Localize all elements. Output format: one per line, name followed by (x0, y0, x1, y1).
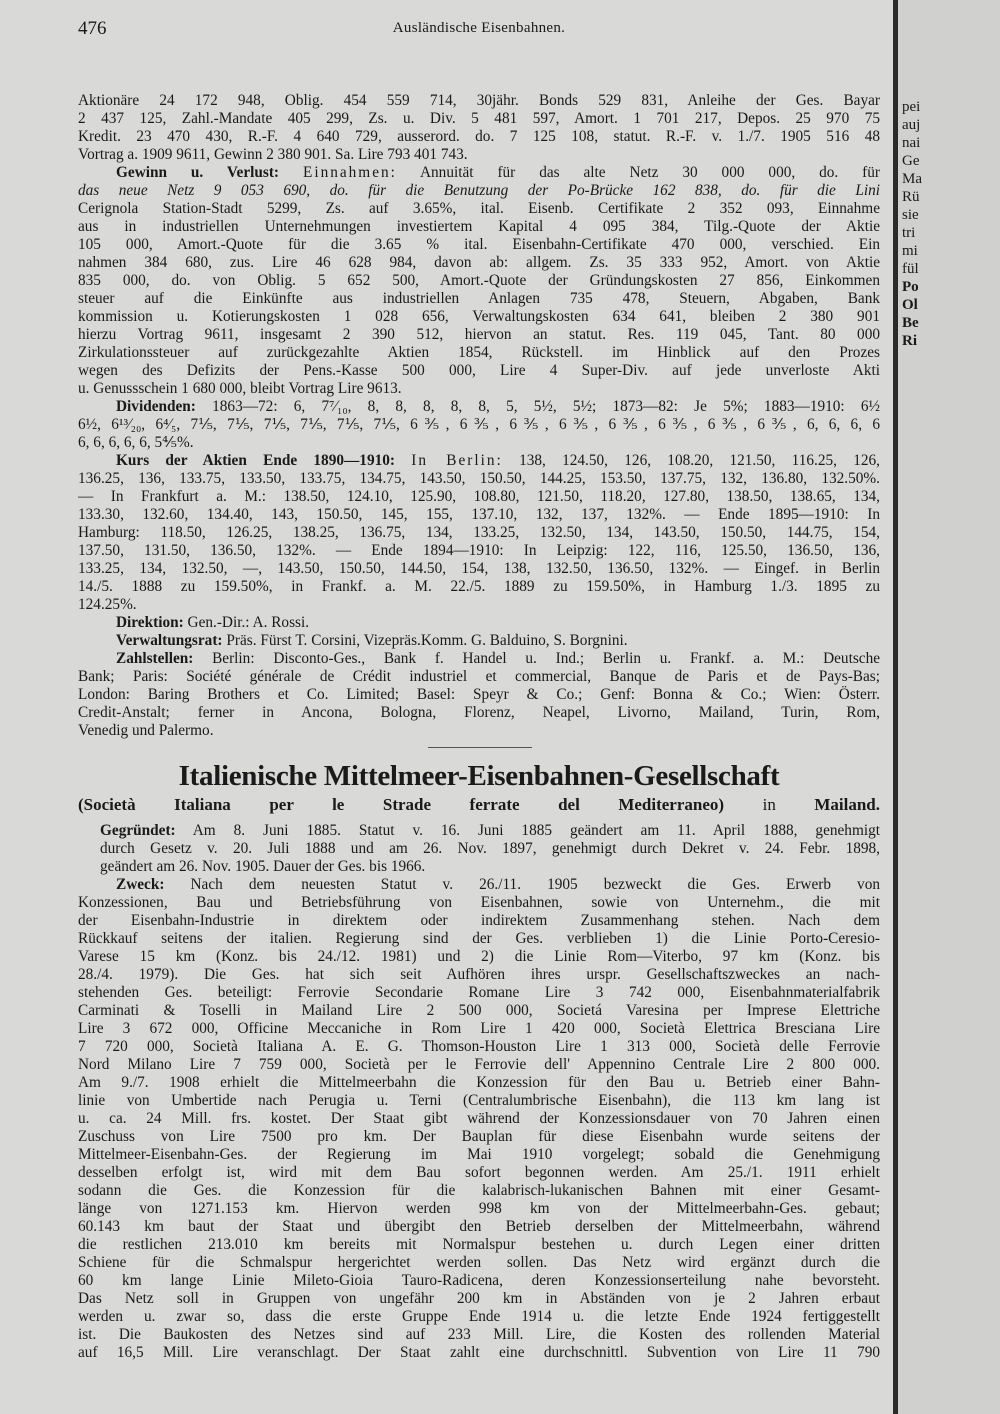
line-text: 133.25, 134, 132.50, —, 143.50, 150.50, 144.50, 154, 138, 132.50, 136.50, 132%. — Eingef. in Berlin (78, 560, 880, 577)
text-line (78, 876, 880, 894)
line-text: 136.25, 136, 133.75, 133.50, 133.75, 134.75, 143.50, 150.50, 144.25, 153.50, 137.75, 132, 136.80, 132.50%. (78, 470, 880, 487)
line-text: Präs. Fürst T. Corsini, Vizepräs.Komm. G. Balduino, S. Borgnini. (226, 632, 628, 649)
line-text: das neue Netz 9 053 690, do. für die Benutzung der Po-Brücke 162 838, do. für die Lini (78, 182, 880, 199)
neighbor-page-fragment: Ol (902, 297, 918, 313)
line-text: Am 8. Juni 1885. Statut v. 16. Juni 1885 geändert am 11. April 1888, genehmigt (192, 822, 880, 839)
line-text: 14./5. 1888 zu 159.50%, in Frankf. a. M. 22./5. 1889 zu 159.50%, in Hamburg 1./3. 1895 zu (78, 578, 880, 595)
line-text: der Eisenbahn-Industrie in direktem oder indirektem Zusammenhang stehen. Nach dem (78, 912, 880, 929)
spaced-subheading: Einnahmen: (302, 164, 397, 181)
company-subtitle (78, 795, 880, 815)
line-text: länge von 1271.153 km. Hiervon werden 998 km von der Mittelmeerbahn-Ges. gebaut; (78, 1200, 880, 1217)
company-section (78, 822, 880, 1362)
text-line (78, 1146, 880, 1164)
line-text: 835 000, do. von Oblig. 5 652 500, Amort.-Quote der Gründungskosten 27 856, Einkommen (78, 272, 880, 289)
line-text: hierzu Vortrag 9611, insgesamt 2 390 512, hiervon an statut. Res. 119 045, Tant. 80 000 (78, 326, 880, 343)
neighbor-page-fragment: auj (902, 117, 921, 133)
text-line (78, 686, 880, 704)
spaced-subheading: In Berlin: (411, 452, 503, 469)
line-text: Rückkauf seitens der italien. Regierung sind der Ges. verblieben 1) die Linie Porto-Ceresio- (78, 930, 880, 947)
text-line (78, 1164, 880, 1182)
text-line (78, 1128, 880, 1146)
line-text: Credit-Anstalt; ferner in Ancona, Bologna, Florenz, Neapel, Livorno, Mailand, Turin, Rom, (78, 704, 880, 721)
line-text: 28./4. 1979). Die Ges. hat sich seit Aufhören ihres urspr. Gesellschaftszweckes an nach- (78, 966, 880, 983)
text-line (78, 930, 880, 948)
text-line (78, 254, 880, 272)
line-text: Varese 15 km (Konz. bis 24./12. 1981) und 2) die Linie Rom—Viterbo, 97 km (Konz. bis (78, 948, 880, 965)
line-text: 124.25%. (78, 596, 137, 613)
text-line (78, 912, 880, 930)
neighbor-page-fragment: mi (902, 243, 918, 259)
running-title: Ausländische Eisenbahnen. (392, 20, 566, 36)
text-line (78, 1002, 880, 1020)
text-line (78, 200, 880, 218)
line-text: linie von Umbertide nach Perugia u. Terni (Centralumbrische Eisenbahn), die 113 km lang ist (78, 1092, 880, 1109)
page-header (78, 18, 880, 42)
neighbor-page-fragment: Ge (902, 153, 920, 169)
text-line (78, 578, 880, 596)
line-text: steuer auf die Einkünfte aus industriellen Anlagen 735 478, Steuern, Abgaben, Bank (78, 290, 880, 307)
line-text: ist. Die Baukosten des Netzes sind auf 233 Mill. Lire, die Kosten des rollenden Material (78, 1326, 880, 1343)
line-text: 60 km lange Linie Mileto-Gioia Tauro-Radicena, deren Konzessionserteilung nahe bevorsteht. (78, 1272, 880, 1289)
entry-label: Gewinn u. Verlust: (116, 164, 280, 181)
text-line (78, 362, 880, 380)
text-line (78, 470, 880, 488)
entry-label: Zweck: (116, 876, 165, 893)
line-text: Annuität für das alte Netz 30 000 000, do. für (419, 164, 880, 181)
text-line (78, 380, 880, 398)
line-text: Nord Milano Lire 7 759 000, Società per le Ferrovie dell' Appennino Centrale Lire 2 800 000. (78, 1056, 880, 1073)
text-line (78, 272, 880, 290)
text-line (78, 1254, 880, 1272)
text-line (78, 416, 880, 434)
neighbor-page-fragment: pei (902, 99, 921, 115)
text-line (78, 434, 880, 452)
entry-label: Direktion: (116, 614, 184, 631)
neighbor-page-fragment: Po (902, 279, 919, 295)
line-text: Hamburg: 118.50, 126.25, 138.25, 136.75, 134, 133.25, 132.50, 134, 143.50, 150.50, 144.75, 154, (78, 524, 880, 541)
line-text: sodann die Ges. die Konzession für die kalabrisch-lukanischen Bahnen mit einer Gesamt- (78, 1182, 880, 1199)
text-line (78, 182, 880, 200)
text-line (78, 722, 880, 740)
text-line (78, 858, 880, 876)
line-text: 7 720 000, Società Italiana A. E. G. Thomson-Houston Lire 1 313 000, Società delle Ferrovie (78, 1038, 880, 1055)
entry-label: Gegründet: (100, 822, 176, 839)
company-title: Italienische Mittelmeer-Eisenbahnen-Gesellschaft (178, 760, 780, 792)
line-text: Cerignola Station-Stadt 5299, Zs. auf 3.65%, ital. Eisenb. Certifikate 2 352 093, Einnahme (78, 200, 880, 217)
neighbor-page-fragment: nai (902, 135, 921, 151)
text-line (78, 1110, 880, 1128)
text-line (78, 704, 880, 722)
line-text: u. ca. 24 Mill. frs. kostet. Der Staat gibt während der Konzessionsdauer von 70 Jahren einen (78, 1110, 880, 1127)
line-text: aus in industriellen Unternehmungen investiertem Kapital 4 095 384, Tilg.-Quote der Aktie (78, 218, 880, 235)
text-line (78, 128, 880, 146)
line-text: 6½, 6¹³⁄₂₀, 6⁴⁄₅, 7⅕, 7⅕, 7⅕, 7⅕, 7⅕, 7⅕, 6⅗, 6⅗, 6⅗, 6⅗, 6⅗, 6⅗, 6⅗, 6⅗, 6, 6, 6, 6 (78, 416, 880, 433)
neighbor-page-fragment: sie (902, 207, 919, 223)
line-text: Venedig und Palermo. (78, 722, 214, 739)
text-line (78, 650, 880, 668)
previous-company-section (78, 92, 880, 740)
line-text: 138, 124.50, 126, 108.20, 121.50, 116.25, 126, (519, 452, 880, 469)
text-line (78, 1182, 880, 1200)
neighbor-page-fragment: tri (902, 225, 916, 241)
text-line (78, 668, 880, 686)
line-text: stehenden Ges. beteiligt: Ferrovie Secondarie Romane Lire 3 742 000, Eisenbahnmaterialfabrik (78, 984, 880, 1001)
company-italian-name: (Società Italiana per le Strade ferrate del Mediterraneo) (78, 795, 725, 814)
text-line (78, 1038, 880, 1056)
text-line (78, 966, 880, 984)
text-line (78, 452, 880, 470)
line-text: durch Gesetz v. 20. Juli 1888 und am 26. Nov. 1897, genehmigt durch Dekret v. 24. Febr. 1898, (100, 840, 880, 857)
text-line (78, 110, 880, 128)
text-line (78, 524, 880, 542)
line-text: u. Genussschein 1 680 000, bleibt Vortrag Lire 9613. (78, 380, 402, 397)
line-text: 133.30, 132.60, 134.40, 143, 150.50, 145, 155, 137.10, 132, 137, 132%. — Ende 1895—1910: In (78, 506, 880, 523)
neighbor-page-edge (898, 0, 1000, 1414)
text-line (78, 398, 880, 416)
line-text: Das Netz soll in Gruppen von ungefähr 200 km in Abständen von je 2 Jahren erbaut (78, 1290, 880, 1307)
entry-label: Zahlstellen: (116, 650, 194, 667)
line-text: Gen.-Dir.: A. Rossi. (187, 614, 310, 631)
line-text: geändert am 26. Nov. 1905. Dauer der Ges. bis 1966. (100, 858, 426, 875)
line-text: 1863—72: 6, 7⁷⁄₁₀, 8, 8, 8, 8, 8, 5, 5½, 5½; 1873—82: Je 5%; 1883—1910: 6½ (212, 398, 880, 415)
text-line (78, 344, 880, 362)
line-text: Bank; Paris: Société générale de Crédit industriel et commercial, Banque de Paris et de Pays-Bas; (78, 668, 880, 685)
text-line (78, 1020, 880, 1038)
line-text: Lire 3 672 000, Officine Meccaniche in Rom Lire 1 420 000, Società Elettrica Bresciana Lire (78, 1020, 880, 1037)
line-text: Konzessionen, Bau und Betriebsführung von Eisenbahnen, sowie von Unternehm., die mit (78, 894, 880, 911)
line-text: Kredit. 23 470 430, R.-F. 4 640 729, ausserord. do. 7 125 108, statut. R.-F. v. 1./7. 1905 516 48 (78, 128, 880, 145)
entry-label: Verwaltungsrat: (116, 632, 223, 649)
line-text: Mittelmeer-Eisenbahn-Ges. der Regierung im Mai 1910 vorgelegt; sobald die Genehmigung (78, 1146, 880, 1163)
section-divider (428, 747, 532, 748)
text-line (78, 92, 880, 110)
line-text: 105 000, Amort.-Quote für die 3.65 % ital. Eisenbahn-Certifikate 470 000, verschied. Ein (78, 236, 880, 253)
line-text: Aktionäre 24 172 948, Oblig. 454 559 714, 30jähr. Bonds 529 831, Anleihe der Ges. Bayar (78, 92, 880, 109)
text-line (78, 218, 880, 236)
line-text: kommission u. Kotierungskosten 1 028 656, Verwaltungskosten 634 641, bleiben 2 380 901 (78, 308, 880, 325)
line-text: nahmen 384 680, zus. Lire 46 628 984, davon ab: allgem. Zs. 35 333 952, Amort. von Aktie (78, 254, 880, 271)
line-text: 6, 6, 6, 6, 6, 5⅘%. (78, 434, 194, 451)
text-line (78, 1290, 880, 1308)
text-line (78, 1344, 880, 1362)
text-line (78, 596, 880, 614)
text-line (78, 146, 880, 164)
entry-label: Kurs der Aktien Ende 1890—1910: (116, 452, 395, 469)
line-text: wegen des Defizits der Pens.-Kasse 500 000, Lire 4 Super-Div. auf jede unverloste Akti (78, 362, 880, 379)
line-text: 60.143 km baut der Staat und übergibt den Betrieb derselben der Mittelmeerbahn, während (78, 1218, 880, 1235)
line-text: Vortrag a. 1909 9611, Gewinn 2 380 901. Sa. Lire 793 401 743. (78, 146, 468, 163)
line-text: Carminati & Toselli in Mailand Lire 2 500 000, Societá Varesina per Imprese Elettriche (78, 1002, 880, 1019)
subtitle-in: in (762, 795, 776, 814)
entry-label: Dividenden: (116, 398, 196, 415)
text-line (78, 164, 880, 182)
neighbor-page-fragment: Be (902, 315, 919, 331)
text-line (78, 840, 880, 858)
text-line (78, 1326, 880, 1344)
neighbor-page-fragment: Rü (902, 189, 920, 205)
text-line (78, 488, 880, 506)
text-line (78, 1218, 880, 1236)
line-text: Nach dem neuesten Statut v. 26./11. 1905 bezweckt die Ges. Erwerb von (190, 876, 880, 893)
text-line (78, 614, 880, 632)
text-line (78, 632, 880, 650)
line-text: London: Baring Brothers et Co. Limited; Basel: Speyr & Co.; Genf: Bonna & Co.; Wien: Österr. (78, 686, 880, 703)
text-line (78, 308, 880, 326)
text-line (78, 1092, 880, 1110)
text-line (78, 1200, 880, 1218)
line-text: Berlin: Disconto-Ges., Bank f. Handel u. Ind.; Berlin u. Frankf. a. M.: Deutsche (212, 650, 880, 667)
text-line (78, 506, 880, 524)
line-text: — In Frankfurt a. M.: 138.50, 124.10, 125.90, 108.80, 121.50, 118.20, 127.80, 138.50, 138.65, 134, (78, 488, 880, 505)
neighbor-page-fragment: fül (902, 261, 919, 277)
line-text: auf 16,5 Mill. Lire veranschlagt. Der Staat zahlt eine durchschnittl. Subvention von Lire 11 790 (78, 1344, 880, 1361)
text-line (78, 894, 880, 912)
line-text: Schiene für die Schmalspur hergerichtet werden sollen. Das Netz wird ergänzt durch die (78, 1254, 880, 1271)
line-text: 2 437 125, Zahl.-Mandate 405 299, Zs. u. Div. 5 481 597, Amort. 1 701 217, Depos. 25 970 75 (78, 110, 880, 127)
neighbor-page-fragment: Ri (902, 333, 917, 349)
line-text: die restlichen 213.010 km bereits mit Normalspur bestehen u. durch Legen einer dritten (78, 1236, 880, 1253)
text-line (78, 822, 880, 840)
text-line (78, 1236, 880, 1254)
text-line (78, 326, 880, 344)
line-text: werden u. zwar so, dass die erste Gruppe Ende 1914 u. die letzte Ende 1924 fertiggestellt (78, 1308, 880, 1325)
line-text: desselben erfolgt ist, wird mit dem Bau sofort begonnen werden. Am 25./1. 1911 erhielt (78, 1164, 880, 1181)
text-line (78, 1056, 880, 1074)
line-text: 137.50, 131.50, 136.50, 132%. — Ende 1894—1910: In Leipzig: 122, 116, 125.50, 136.50, 136, (78, 542, 880, 559)
text-line (78, 1308, 880, 1326)
line-text: Zuschuss von Lire 7500 pro km. Der Bauplan für diese Eisenbahn wurde seitens der (78, 1128, 880, 1145)
text-line (78, 948, 880, 966)
line-text: Zirkulationssteuer auf zurückgezahlte Aktien 1854, Rückstell. im Hinblick auf den Prozes (78, 344, 880, 361)
text-line (78, 1272, 880, 1290)
text-line (78, 1074, 880, 1092)
company-city: Mailand. (814, 795, 881, 814)
text-line (78, 542, 880, 560)
page-number: 476 (78, 18, 107, 39)
text-line (78, 984, 880, 1002)
text-line (78, 290, 880, 308)
neighbor-page-fragment: Ma (902, 171, 922, 187)
text-line (78, 236, 880, 254)
line-text: Am 9./7. 1908 erhielt die Mittelmeerbahn die Konzession für den Bau u. Betrieb einer Bahn- (78, 1074, 880, 1091)
text-line (78, 560, 880, 578)
